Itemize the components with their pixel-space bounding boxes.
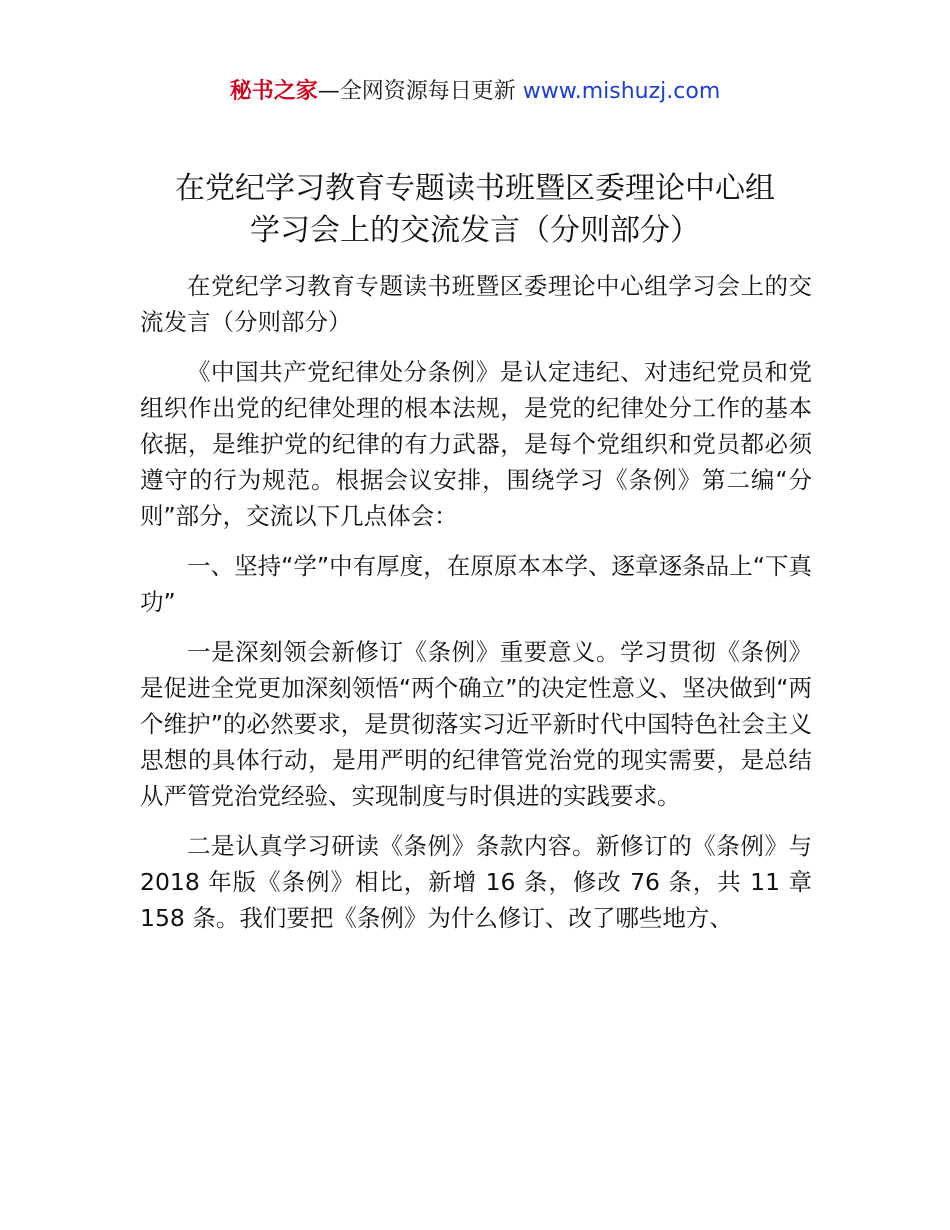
document-title (100, 168, 850, 252)
document-body (140, 268, 812, 950)
section-heading-1: 一、坚持“学”中有厚度，在原原本本学、逐章逐条品上“下真功” (140, 552, 812, 616)
site-url-link[interactable]: www.mishuzj.com (522, 79, 721, 104)
title-line-2: 学习会上的交流发言（分则部分） (250, 213, 700, 248)
title-line-1: 在党纪学习教育专题读书班暨区委理论中心组 (175, 171, 775, 206)
site-brand: 秘书之家 (229, 79, 318, 104)
paragraph-point-2: 二是认真学习研读《条例》条款内容。新修订的《条例》与 2018 年版《条例》相比，新增 16 条，修改 76 条，共 11 章 158 条。我们要把《条例》为什么修订、改了哪些地方、 (140, 832, 812, 932)
site-tagline: —全网资源每日更新 (317, 79, 516, 104)
paragraph-subtitle: 在党纪学习教育专题读书班暨区委理论中心组学习会上的交流发言（分则部分） (140, 272, 812, 336)
paragraph-intro: 《中国共产党纪律处分条例》是认定违纪、对违纪党员和党组织作出党的纪律处理的根本法规，是党的纪律处分工作的基本依据，是维护党的纪律的有力武器，是每个党组织和党员都必须遵守的行为规范。根据会议安排，围绕学习《条例》第二编“分则”部分，交流以下几点体会： (140, 358, 812, 530)
paragraph-point-1: 一是深刻领会新修订《条例》重要意义。学习贯彻《条例》是促进全党更加深刻领悟“两个确立”的决定性意义、坚决做到“两个维护”的必然要求，是贯彻落实习近平新时代中国特色社会主义思想的具体行动，是用严明的纪律管党治党的现实需要，是总结从严管党治党经验、实现制度与时俱进的实践要求。 (140, 638, 812, 810)
site-header (0, 76, 950, 108)
